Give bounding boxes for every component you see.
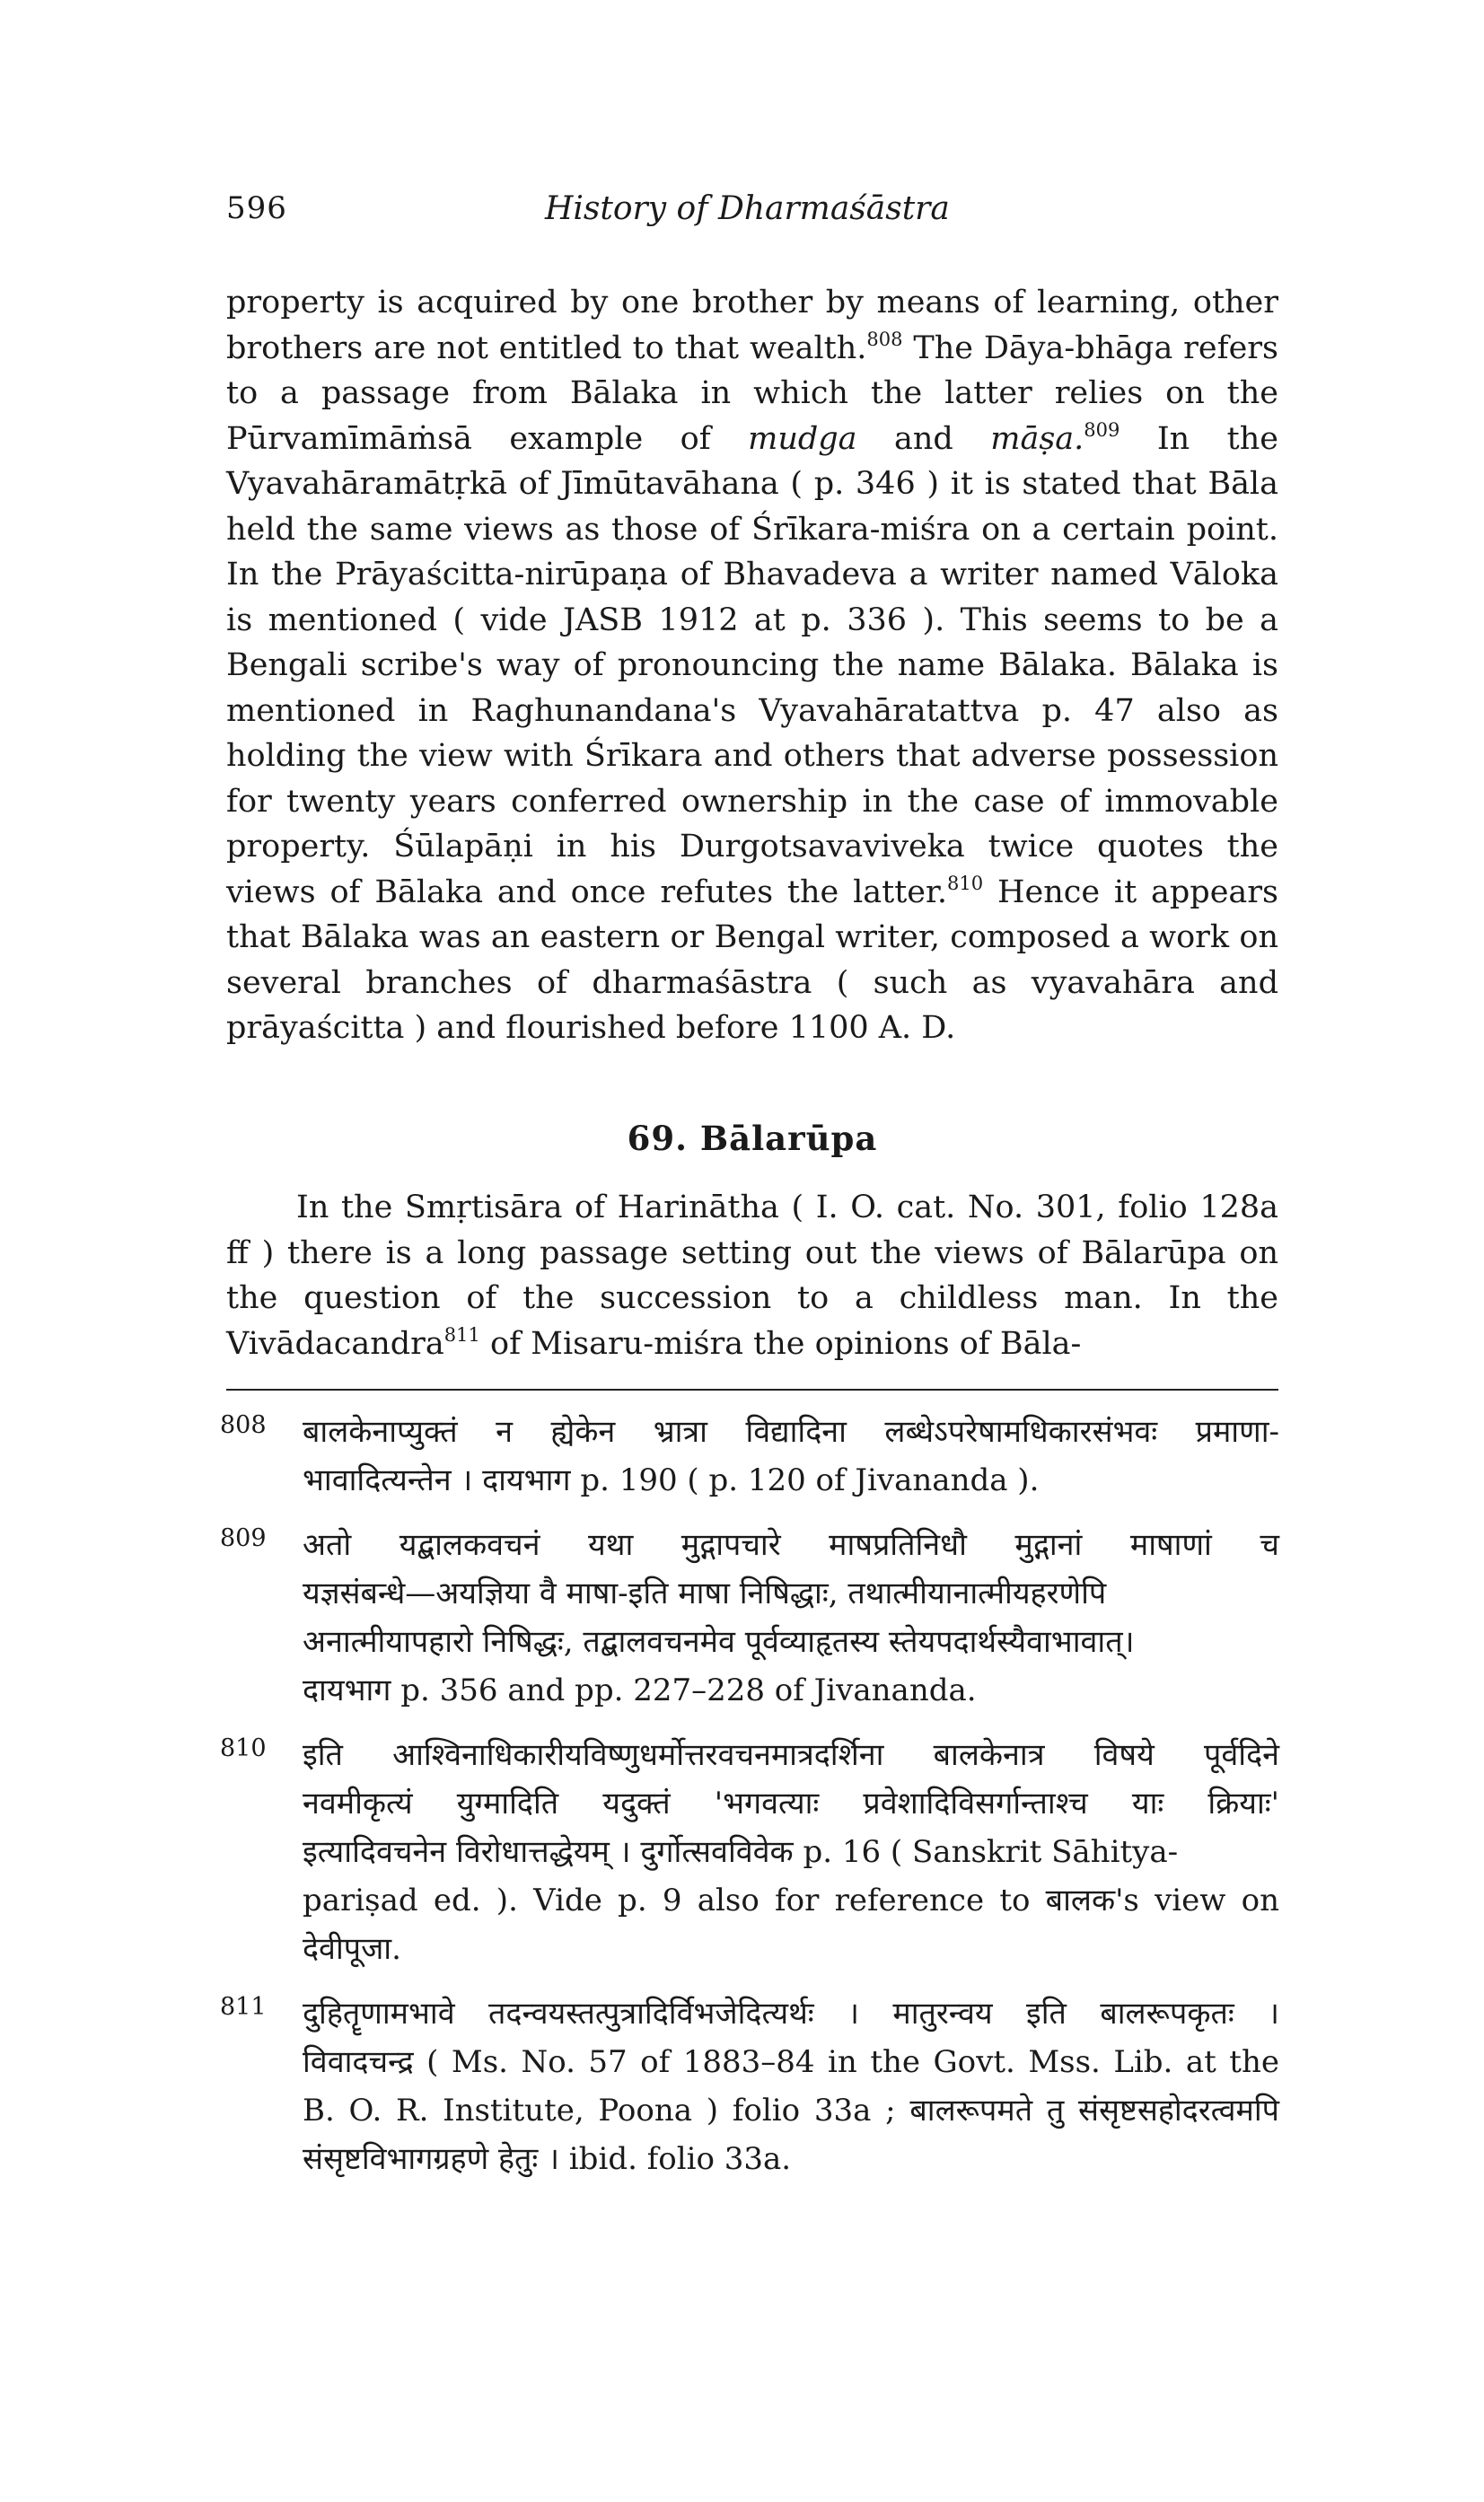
footnote-ref[interactable]: 809	[1084, 418, 1120, 441]
footnote-ref[interactable]: 811	[443, 1323, 480, 1346]
footnote-ref[interactable]: 810	[947, 872, 984, 894]
footnote-line: बालकेनाप्युक्तं न ह्येकेन भ्रात्रा विद्यादिना लब्धेऽपरेषामधिकारसंभवः प्रमाणा-	[303, 1414, 1279, 1450]
footnote-809	[220, 1521, 1279, 1715]
footnote-line: अनात्मीयापहारो निषिद्धः, तद्बालवचनमेव पूर्वव्याहृतस्य स्तेयपदार्थस्यैवाभावात्।	[303, 1624, 1135, 1660]
footnote-line: देवीपूजा.	[303, 1931, 401, 1967]
footnote-number: 811	[220, 1993, 267, 2021]
footnotes	[220, 1408, 1279, 2199]
paragraph-text: property is acquired by one brother by means of learning, other brothers are not entitled to that wealth.$^{808}$ The Dāya-bhāga refers to a passage from Bālaka in which the latter relies on the Pūrvamīmāṁsā example of mudga and māṣa.$^{809}$ In the Vyavahāramātṛkā of Jīmūtavāhana ( p. 346 ) it is stated that Bāla held the same views as those of Śrīkara-miśra on a certain point. In the Prāyaścitta-nirūpaṇa of Bhavadeva a writer named Vāloka is mentioned ( vide JASB 1912 at p. 336 ). This seems to be a Bengali scribe's way of pronouncing the name Bālaka. Bālaka is mentioned in Raghunandana's Vyavahāratattva p. 47 also as holding the view with Śrīkara and others that adverse possession for twenty years conferred ownership in the case of immovable property. Śūlapāṇi in his Durgotsavaviveka twice quotes the views of Bālaka and once refutes the latter.$^{810}$ Hence it appears that Bālaka was an eastern or Bengal writer, composed a work on several branches of dharmaśāstra ( such as vyavahāra and prāyaścitta ) and flourished before 1100 A. D.	[226, 285, 1278, 1046]
footnote-808	[220, 1408, 1279, 1505]
footnote-810	[220, 1731, 1279, 1973]
running-title: History of Dharmaśāstra	[545, 190, 950, 227]
footnote-line: दायभाग p. 356 and pp. 227–228 of Jivananda.	[303, 1672, 977, 1708]
footnote-line: दुहितॄणामभावे तदन्वयस्तत्पुत्रादिर्विभजेदित्यर्थः । मातुरन्वय इति बालरूपकृतः ।	[303, 1996, 1279, 2032]
footnote-line: विवादचन्द्र ( Ms. No. 57 of 1883–84 in the Govt. Mss. Lib. at the	[303, 2044, 1279, 2080]
footnote-line: B. O. R. Institute, Poona ) folio 33a ; बालरूपमते तु संसृष्टसहोदरत्वमपि	[303, 2093, 1279, 2129]
footnote-line: भावादित्यन्तेन । दायभाग p. 190 ( p. 120 of Jivananda ).	[303, 1462, 1040, 1498]
footnote-line: यज्ञसंबन्धे—अयज्ञिया वै माषा-इति माषा निषिद्धाः, तथात्मीयानात्मीयहरणेपि	[303, 1576, 1107, 1611]
footnote-divider	[226, 1389, 1278, 1391]
page-header	[226, 190, 1277, 235]
footnote-line: pariṣad ed. ). Vide p. 9 also for reference to बालक's view on	[303, 1883, 1279, 1918]
section-heading: 69. Bālarūpa	[627, 1119, 878, 1158]
footnote-line: अतो यद्बालकवचनं यथा मुद्गापचारे माषप्रतिनिधौ मुद्गानां माषाणां च	[303, 1527, 1279, 1563]
footnote-number: 808	[220, 1411, 267, 1439]
page-number: 596	[226, 190, 287, 226]
footnote-line: इत्यादिवचनेन विरोधात्तद्धेयम् । दुर्गोत्सवविवेक p. 16 ( Sanskrit Sāhitya-	[303, 1834, 1179, 1870]
footnote-line: नवमीकृत्यं युग्मादिति यदुक्तं 'भगवत्याः प्रवेशादिविसर्गान्ताश्च याः क्रियाः'	[303, 1786, 1279, 1822]
paragraph-text: In the Smṛtisāra of Harinātha ( I. O. cat. No. 301, folio 128a ff ) there is a long passage setting out the views of Bālarūpa on the question of the succession to a childless man. In the Vivādacandra$^{811}$ of Misaru-miśra the opinions of Bāla-	[226, 1190, 1278, 1362]
footnote-ref[interactable]: 808	[866, 328, 903, 350]
footnote-line: संसृष्टविभागग्रहणे हेतुः । ibid. folio 33a.	[303, 2141, 792, 2177]
footnote-811	[220, 1989, 1279, 2183]
footnote-number: 809	[220, 1524, 267, 1552]
footnote-line: इति आश्विनाधिकारीयविष्णुधर्मोत्तरवचनमात्रदर्शिना बालकेनात्र विषये पूर्वदिने	[303, 1737, 1279, 1773]
paragraph-balarupa	[226, 1185, 1278, 1366]
paragraph-balaka	[226, 280, 1278, 1051]
footnote-number: 810	[220, 1734, 267, 1762]
